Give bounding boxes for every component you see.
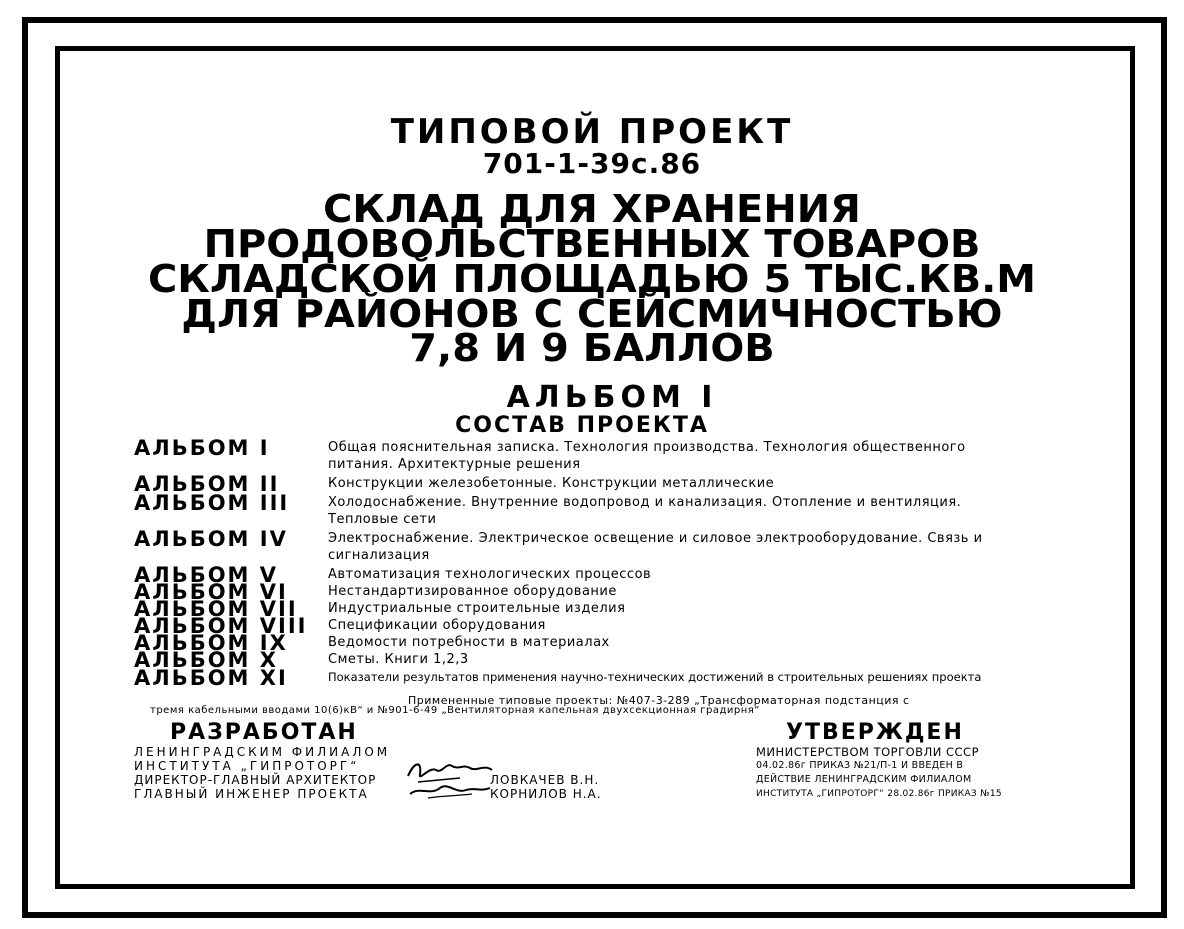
album-label: АЛЬБОМ VII xyxy=(134,597,298,621)
album-description: Холодоснабжение. Внутренние водопровод и канализация. Отопление и вентиляция. Тепловые сети xyxy=(328,495,962,527)
project-title-line-4: ДЛЯ РАЙОНОВ С СЕЙСМИЧНОСТЬЮ xyxy=(181,292,1003,336)
album-label: АЛЬБОМ VI xyxy=(134,580,288,604)
applied-projects-line-2: тремя кабельными вводами 10(6)кВ“ и №901-6-49 „Вентиляторная капельная двухсекционная градирня“ xyxy=(150,705,760,716)
composition-heading: СОСТАВ ПРОЕКТА xyxy=(455,413,709,438)
applied-projects-line-1: Примененные типовые проекты: №407-3-289 „Трансформаторная подстанция с xyxy=(408,694,910,707)
album-label: АЛЬБОМ IV xyxy=(134,527,288,551)
developed-org-line-1: ЛЕНИНГРАДСКИМ ФИЛИАЛОМ xyxy=(134,745,391,759)
album-description: Индустриальные строительные изделия xyxy=(328,601,626,616)
album-heading: АЛЬБОМ I xyxy=(506,380,718,415)
approved-line-3: ДЕЙСТВИЕ ЛЕНИНГРАДСКИМ ФИЛИАЛОМ xyxy=(756,774,972,785)
album-description: Электроснабжение. Электрическое освещение и силовое электрооборудование. Связь и сигнализация xyxy=(328,531,983,563)
project-title-line-5: 7,8 И 9 БАЛЛОВ xyxy=(409,326,775,370)
album-description: Ведомости потребности в материалах xyxy=(328,635,610,650)
album-label: АЛЬБОМ XI xyxy=(134,666,288,690)
chief-engineer-title: ГЛАВНЫЙ ИНЖЕНЕР ПРОЕКТА xyxy=(134,787,369,801)
approved-line-2: 04.02.86г ПРИКАЗ №21/П-1 И ВВЕДЕН В xyxy=(756,760,964,771)
project-title-line-3: СКЛАДСКОЙ ПЛОЩАДЬЮ 5 ТЫС.КВ.М xyxy=(147,257,1037,301)
director-title: ДИРЕКТОР-ГЛАВНЫЙ АРХИТЕКТОР xyxy=(134,773,377,787)
approved-line-1: МИНИСТЕРСТВОМ ТОРГОВЛИ СССР xyxy=(756,745,979,759)
project-title-line-2: ПРОДОВОЛЬСТВЕННЫХ ТОВАРОВ xyxy=(203,222,981,266)
album-label: АЛЬБОМ V xyxy=(134,563,279,587)
album-description: Автоматизация технологических процессов xyxy=(328,567,652,582)
project-code: 701-1-39с.86 xyxy=(482,147,702,180)
album-label: АЛЬБОМ X xyxy=(134,648,278,672)
approved-title: УТВЕРЖДЕН xyxy=(786,720,964,745)
album-description: Нестандартизированное оборудование xyxy=(328,584,617,599)
director-name: ЛОВКАЧЕВ В.Н. xyxy=(490,773,600,787)
album-description: Общая пояснительная записка. Технология производства. Технология общественного питания. Архитектурные решения xyxy=(328,440,966,472)
album-description: Показатели результатов применения научно-технических достижений в строительных решениях проекта xyxy=(328,670,982,684)
developed-org-line-2: ИНСТИТУТА „ГИПРОТОРГ“ xyxy=(134,759,360,773)
chief-engineer-name: КОРНИЛОВ Н.А. xyxy=(490,787,602,801)
album-label: АЛЬБОМ VIII xyxy=(134,614,308,638)
project-title-line-1: СКЛАД ДЛЯ ХРАНЕНИЯ xyxy=(323,187,861,231)
signatures-image xyxy=(400,752,500,802)
doc-type-heading: ТИПОВОЙ ПРОЕКТ xyxy=(390,112,794,152)
developed-block xyxy=(134,720,614,801)
album-description: Конструкции железобетонные. Конструкции металлические xyxy=(328,476,775,491)
chief-engineer-line xyxy=(134,787,614,801)
album-description: Спецификации оборудования xyxy=(328,618,546,633)
album-label: АЛЬБОМ I xyxy=(134,436,270,460)
album-label: АЛЬБОМ II xyxy=(134,472,280,496)
album-description: Сметы. Книги 1,2,3 xyxy=(328,652,469,667)
approved-block xyxy=(756,720,1056,801)
director-line xyxy=(134,773,614,787)
approved-line-4: ИНСТИТУТА „ГИПРОТОРГ“ 28.02.86г ПРИКАЗ №15 xyxy=(756,789,1002,799)
album-label: АЛЬБОМ III xyxy=(134,491,290,515)
developed-title: РАЗРАБОТАН xyxy=(170,720,358,745)
album-label: АЛЬБОМ IX xyxy=(134,631,288,655)
